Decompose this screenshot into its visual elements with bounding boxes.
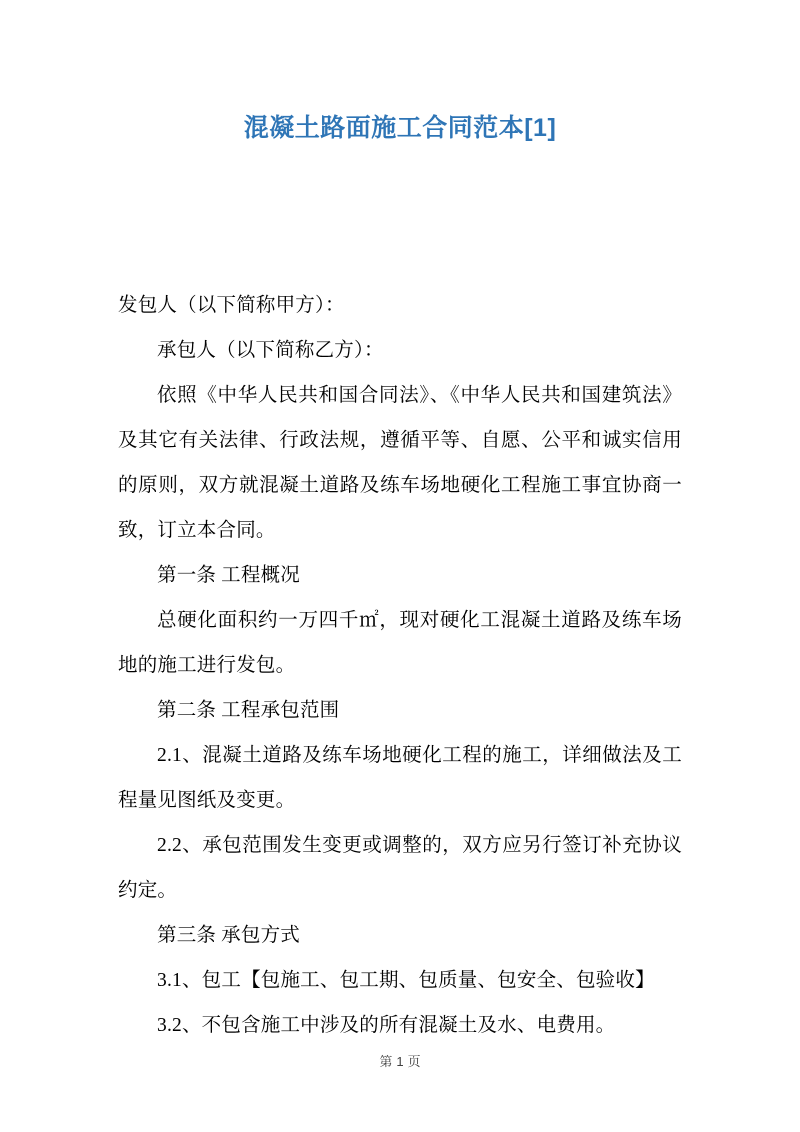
page-footer [0, 1051, 800, 1070]
paragraph: 2.1、混凝土道路及练车场地硬化工程的施工，详细做法及工程量见图纸及变更。 [118, 744, 682, 811]
document-body [118, 283, 682, 1048]
paragraph: 3.1、包工【包施工、包工期、包质量、包安全、包验收】 [157, 969, 655, 991]
paragraph: 2.2、承包范围发生变更或调整的，双方应另行签订补充协议约定。 [118, 834, 682, 901]
paragraph-heading-article-1: 第一条 工程概况 [157, 564, 300, 586]
paragraph-heading-article-3: 第三条 承包方式 [157, 924, 300, 946]
footer-suffix: 页 [407, 1054, 421, 1069]
paragraph: 发包人（以下简称甲方）： [118, 294, 345, 316]
page-title: 混凝土路面施工合同范本[1] [243, 114, 557, 142]
paragraph: 总硬化面积约一万四千㎡，现对硬化工混凝土道路及练车场地的施工进行发包。 [118, 609, 682, 676]
paragraph: 3.2、不包含施工中涉及的所有混凝土及水、电费用。 [157, 1014, 616, 1036]
footer-page-number: 1 [396, 1054, 404, 1069]
paragraph: 承包人（以下简称乙方）： [157, 339, 384, 361]
footer-prefix: 第 [379, 1054, 393, 1069]
paragraph: 依照《中华人民共和国合同法》、《中华人民共和国建筑法》及其它有关法律、行政法规，遵循平等、自愿、公平和诚实信用的原则，双方就混凝土道路及练车场地硬化工程施工事宜协商一致，订立本合同。 [118, 384, 682, 541]
paragraph-heading-article-2: 第二条 工程承包范围 [157, 699, 340, 721]
